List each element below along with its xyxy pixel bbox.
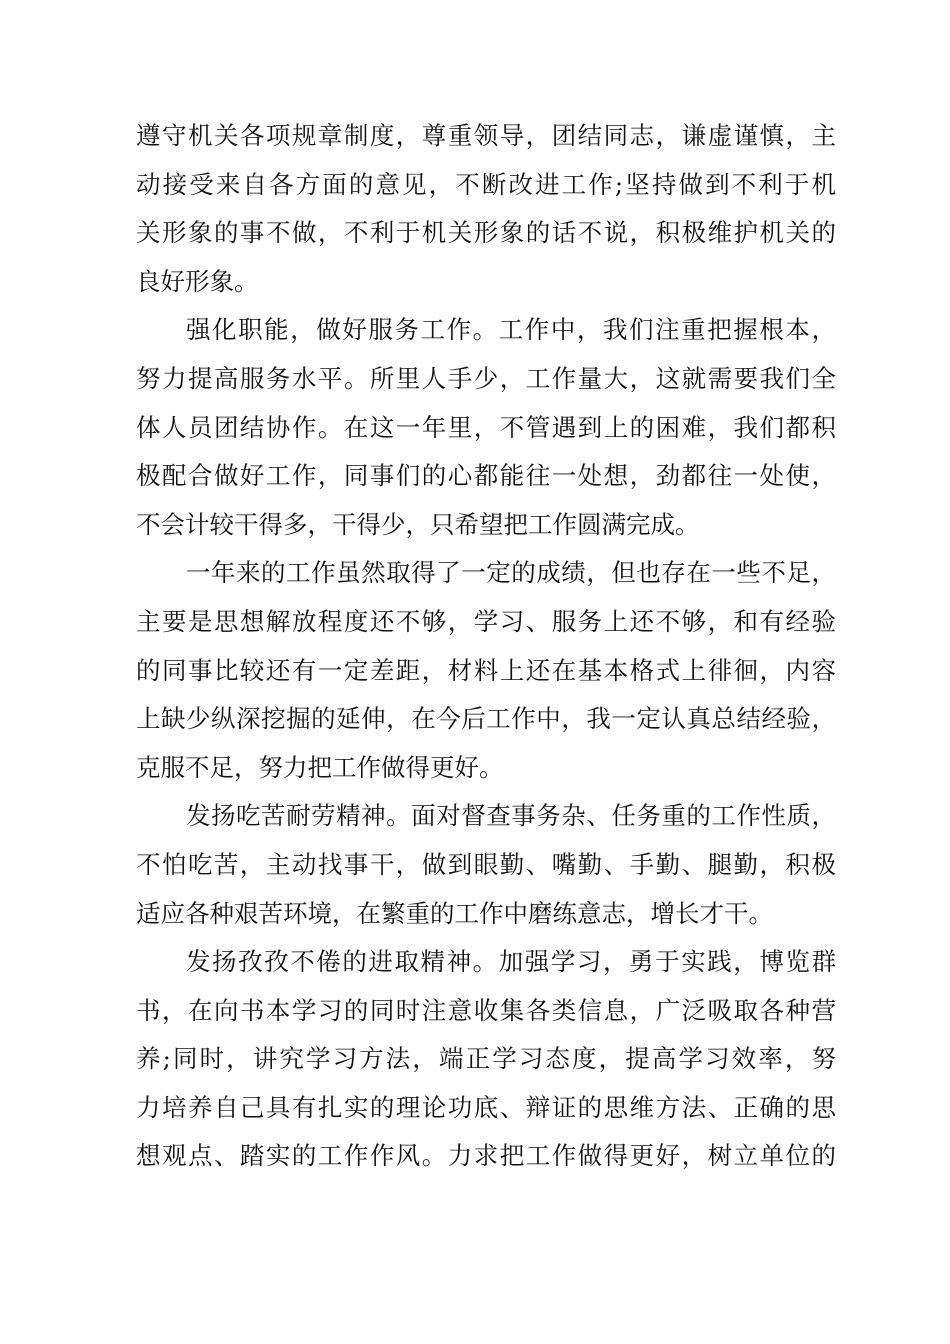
paragraph-line: 极配合做好工作，同事们的心都能往一处想，劲都往一处使， [136, 461, 836, 491]
paragraph-line: 养;同时，讲究学习方法，端正学习态度，提高学习效率，努 [136, 1044, 836, 1074]
paragraph [136, 938, 836, 1181]
paragraph-line: 适应各种艰苦环境，在繁重的工作中磨练意志，增长才干。 [136, 898, 773, 928]
paragraph-line: 书，在向书本学习的同时注意收集各类信息，广泛吸取各种营 [136, 995, 836, 1025]
paragraph-line: 力培养自己具有扎实的理论功底、辩证的思维方法、正确的思 [136, 1092, 836, 1122]
paragraph [136, 112, 836, 306]
document-body [136, 112, 836, 1181]
paragraph-line: 主要是思想解放程度还不够，学习、服务上还不够，和有经验 [136, 606, 836, 636]
paragraph-line: 发扬吃苦耐劳精神。面对督查事务杂、任务重的工作性质， [186, 801, 836, 831]
paragraph-line: 遵守机关各项规章制度，尊重领导，团结同志，谦虚谨慎，主 [136, 121, 836, 150]
paragraph-line: 不怕吃苦，主动找事干，做到眼勤、嘴勤、手勤、腿勤，积极 [136, 849, 836, 879]
paragraph-line: 强化职能，做好服务工作。工作中，我们注重把握根本， [186, 315, 836, 345]
paragraph-line: 动接受来自各方面的意见，不断改进工作;坚持做到不利于机 [136, 169, 836, 199]
paragraph-line: 关形象的事不做，不利于机关形象的话不说，积极维护机关的 [136, 218, 836, 248]
paragraph-line: 发扬孜孜不倦的进取精神。加强学习，勇于实践，博览群 [186, 947, 836, 977]
paragraph-line: 不会计较干得多，干得少，只希望把工作圆满完成。 [136, 509, 700, 539]
paragraph [136, 792, 836, 938]
paragraph-line: 良好形象。 [136, 266, 259, 296]
paragraph [136, 306, 836, 549]
paragraph [136, 549, 836, 792]
paragraph-line: 的同事比较还有一定差距，材料上还在基本格式上徘徊，内容 [136, 655, 836, 685]
paragraph-line: 努力提高服务水平。所里人手少，工作量大，这就需要我们全 [136, 363, 836, 393]
paragraph-line: 克服不足，努力把工作做得更好。 [136, 752, 504, 782]
paragraph-line: 想观点、踏实的工作作风。力求把工作做得更好，树立单位的 [136, 1141, 836, 1171]
paragraph-line: 体人员团结协作。在这一年里，不管遇到上的困难，我们都积 [136, 412, 836, 442]
paragraph-line: 一年来的工作虽然取得了一定的成绩，但也存在一些不足， [186, 558, 836, 588]
paragraph-line: 上缺少纵深挖掘的延伸，在今后工作中，我一定认真总结经验， [136, 704, 836, 734]
